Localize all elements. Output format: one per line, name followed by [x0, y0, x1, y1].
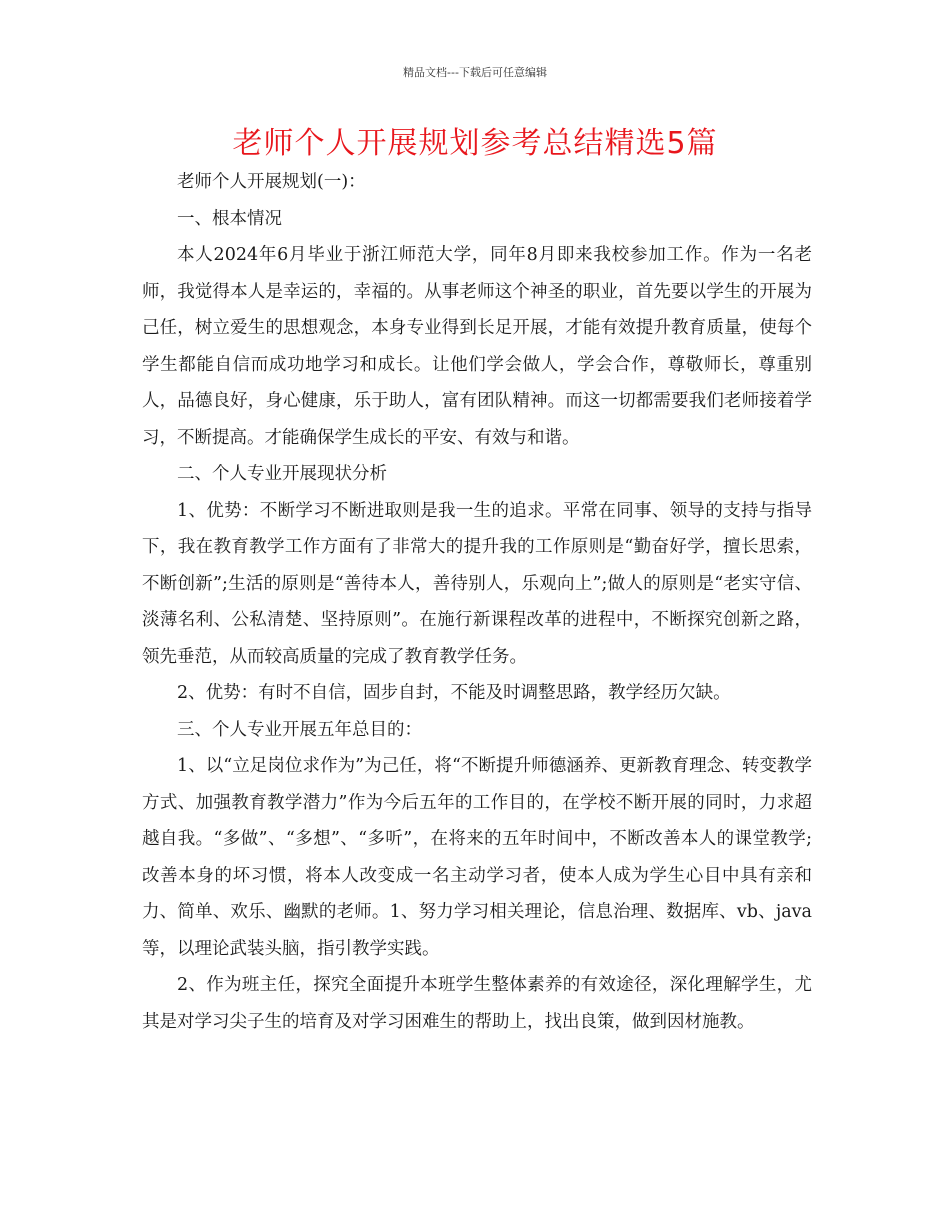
paragraph-section-heading: 老师个人开展规划(一)：: [177, 172, 366, 192]
document-title: 老师个人开展规划参考总结精选5篇: [232, 126, 718, 161]
document-body: [142, 164, 812, 1040]
paragraph-goal-2: 2、作为班主任，探究全面提升本班学生整体素养的有效途径，深化理解学生，尤其是对学习尖子生的培育及对学习困难生的帮助上，找出良策，做到因材施教。: [142, 975, 812, 1032]
paragraph-strengths: 1、优势：不断学习不断进取则是我一生的追求。平常在同事、领导的支持与指导下，我在教育教学工作方面有了非常大的提升我的工作原则是“勤奋好学，擅长思索，不断创新”;生活的原则是“善待本人，善待别人，乐观向上”;做人的原则是“老实守信、淡薄名利、公私清楚、坚持原则”。在施行新课程改革的进程中，不断探究创新之路，领先垂范，从而较高质量的完成了教育教学任务。: [142, 500, 812, 667]
paragraph-goals-heading: 三、个人专业开展五年总目的：: [177, 719, 422, 740]
paragraph-basic-info: 本人2024年6月毕业于浙江师范大学，同年8月即来我校参加工作。作为一名老师，我觉得本人是幸运的，幸福的。从事老师这个神圣的职业，首先要以学生的开展为己任，树立爱生的思想观念，本身专业得到长足开展，才能有效提升教育质量，使每个学生都能自信而成功地学习和成长。让他们学会做人，学会合作，尊敬师长，尊重别人，品德良好，身心健康，乐于助人，富有团队精神。而这一切都需要我们老师接着学习，不断提高。才能确保学生成长的平安、有效与和谐。: [142, 245, 812, 448]
paragraph-goal-1: 1、以“立足岗位求作为”为己任，将“不断提升师德涵养、更新教育理念、转变教学方式、加强教育教学潜力”作为今后五年的工作目的，在学校不断开展的同时，力求超越自我。“多做”、“多想”、“多听”，在将来的五年时间中，不断改善本人的课堂教学;改善本身的坏习惯，将本人改变成一名主动学习者，使本人成为学生心目中具有亲和力、简单、欢乐、幽默的老师。1、努力学习相关理论，信息治理、数据库、vb、java等，以理论武装头脑，指引教学实践。: [142, 756, 812, 959]
header-note: 精品文档---下载后可任意编辑: [403, 66, 547, 79]
paragraph-status-heading: 二、个人专业开展现状分析: [177, 464, 387, 484]
paragraph-basic-info-heading: 一、根本情况: [177, 208, 282, 229]
paragraph-weaknesses: 2、优势：有时不自信，固步自封，不能及时调整思路，教学经历欠缺。: [177, 683, 731, 703]
